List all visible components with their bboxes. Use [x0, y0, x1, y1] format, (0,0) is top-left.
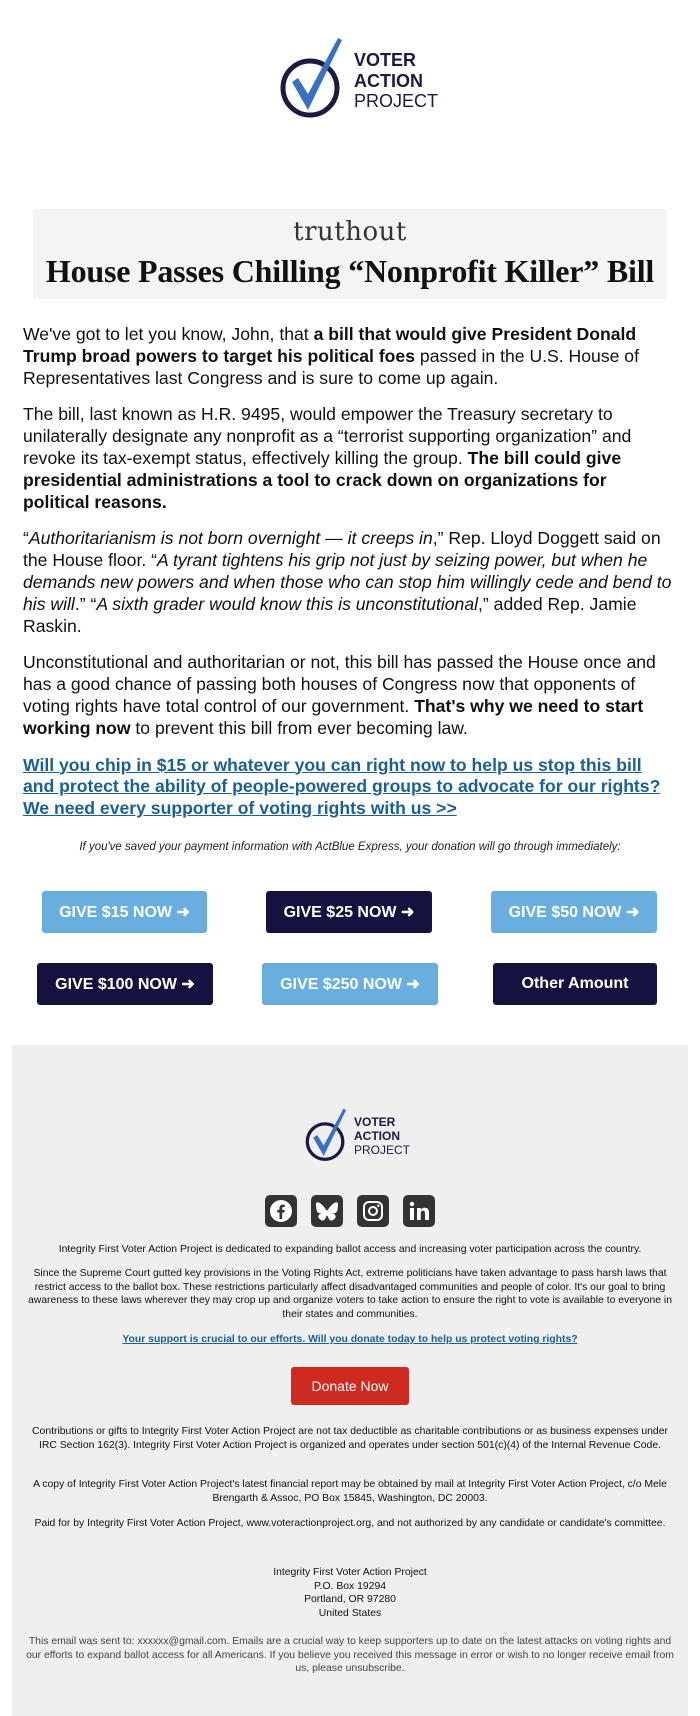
p1-text: We've got to let you know, John, that [23, 324, 314, 344]
p3-attribution-1: ,” Rep. Lloyd Doggett said on the House floor. “ [23, 528, 661, 571]
p3-quote-open: “ [23, 528, 29, 549]
bluesky-icon[interactable] [311, 1195, 343, 1227]
p4-text: Unconstitutional and authoritarian or not, this bill has passed the House once and has a good chance of passing both houses of Congress now that opponents of voting rights have total control of our government. [23, 652, 656, 716]
logo-line-voter: VOTER [354, 49, 417, 70]
footer-logo[interactable] [304, 1107, 410, 1167]
paragraph-1 [23, 324, 675, 389]
p4-bold: That's why we need to start working now [23, 695, 644, 738]
p1-text-end: passed in the U.S. House of Representatives last Congress and is sure to come up again. [23, 345, 639, 388]
tax-disclaimer: Contributions or gifts to Integrity First Voter Action Project are not tax deductible as charitable contributions or as business expenses under IRC Section 162(3). Integrity First Voter Action Project is organized and operates under section 501(c)(4) of the Internal Revenue Code. [32, 1426, 668, 1451]
p2-text: The bill, last known as H.R. 9495, would empower the Treasury secretary to unilaterally designate any nonprofit as a “terrorist supporting organization” and revoke its tax-exempt status, effectively killing the group. [23, 404, 632, 468]
header [0, 0, 700, 180]
p1-bold: a bill that would give President Donald Trump broad powers to target his political foes [23, 324, 637, 366]
give-15-button[interactable]: GIVE $15 NOW ➜ [42, 891, 207, 933]
p3-quote-1: Authoritarianism is not born overnight — it creeps in [28, 528, 433, 549]
mailing-address [22, 1566, 678, 1620]
p4-text-end: to prevent this bill from ever becoming law. [130, 717, 468, 738]
voter-action-project-logo[interactable] [278, 36, 438, 126]
give-50-button[interactable]: GIVE $50 NOW ➜ [491, 891, 657, 933]
address-line: Integrity First Voter Action Project [273, 1567, 427, 1578]
email-body [23, 324, 675, 840]
paragraph-4 [23, 652, 675, 739]
checkmark-logo-icon [278, 36, 348, 126]
facebook-icon[interactable] [265, 1195, 297, 1227]
logo-line-project: PROJECT [354, 91, 439, 112]
other-amount-button[interactable]: Other Amount [493, 963, 657, 1005]
p2-bold: The bill could give presidential administrations a tool to crack down on organizations for political reasons. [23, 447, 622, 512]
linkedin-icon[interactable] [403, 1195, 435, 1227]
paragraph-2 [23, 404, 675, 513]
email-sent-notice: This email was sent to: xxxxxx@gmail.com. Emails are a crucial way to keep supporters up to date on the latest attacks on voting rights and our efforts to expand ballot access for all Americans. If you believe you received this message in error or wish to no longer receive email from us, please unsubscribe. [26, 1636, 674, 1674]
p3-attribution-2: ,” added Rep. Jamie Raskin. [23, 593, 637, 636]
mission-statement: Integrity First Voter Action Project is dedicated to expanding ballot access and increasing voter participation across the country. [58, 1244, 642, 1255]
voting-rights-statement: Since the Supreme Court gutted key provisions in the Voting Rights Act, extreme politicians have taken advantage to pass harsh laws that restrict access to the ballot box. These restrictions particularly affect disadvantaged communities and people of color. It's our goal to bring awareness to these laws wherever they may crop up and organize voters to take action to ensure the right to vote is available to everyone in their states and communities. [27, 1268, 672, 1320]
logo-line-action: ACTION [354, 70, 423, 91]
logo-wordmark [354, 50, 438, 112]
donate-cta-link[interactable]: Will you chip in $15 or whatever you can right now to help us stop this bill and protect the ability of people-powered groups to advocate for our rights? We need every supporter of voting rights with us >> [23, 754, 661, 819]
footer-logo-line-action: ACTION [354, 1129, 400, 1144]
article-banner[interactable] [33, 209, 667, 299]
banner-headline: House Passes Chilling “Nonprofit Killer” Bill [45, 253, 655, 289]
truthout-brand: truthout [293, 217, 407, 247]
p3-quote-3: A sixth grader would know this is unconstitutional [96, 593, 479, 614]
p3-quote-2: A tyrant tightens his grip not just by seizing power, but when he demands new powers and when those who can stop him willingly cede and bend to his will [23, 550, 672, 614]
p3-quote-sep: .” “ [74, 593, 97, 614]
footer-checkmark-logo-icon [304, 1107, 350, 1167]
instagram-icon[interactable] [357, 1195, 389, 1227]
footer-logo-line-voter: VOTER [354, 1115, 396, 1130]
social-links [265, 1195, 435, 1227]
paid-for-disclaimer: Paid for by Integrity First Voter Action Project, www.voteractionproject.org, and not authorized by any candidate or candidate's committee. [34, 1518, 666, 1529]
support-donate-link[interactable]: Your support is crucial to our efforts. Will you donate today to help us protect voting rights? [122, 1334, 578, 1345]
footer [12, 1045, 688, 1716]
address-line: Portland, OR 97280 [304, 1594, 396, 1605]
paragraph-3 [23, 528, 675, 637]
give-100-button[interactable]: GIVE $100 NOW ➜ [37, 963, 213, 1005]
footer-logo-wordmark [354, 1116, 410, 1157]
support-link-wrap [22, 1333, 678, 1347]
give-250-button[interactable]: GIVE $250 NOW ➜ [262, 963, 438, 1005]
financial-report-notice: A copy of Integrity First Voter Action Project's latest financial report may be obtained by mail at Integrity First Voter Action Project, c/o Mele Brengarth & Assoc, PO Box 15845, Washington, DC 20003. [33, 1479, 667, 1504]
address-line: P.O. Box 19294 [313, 1580, 387, 1592]
address-line: United States [318, 1607, 382, 1619]
footer-logo-line-project: PROJECT [354, 1142, 411, 1157]
donate-now-button[interactable]: Donate Now [291, 1367, 409, 1405]
give-25-button[interactable]: GIVE $25 NOW ➜ [266, 891, 432, 933]
actblue-express-note: If you've saved your payment information with ActBlue Express, your donation will go through immediately: [79, 841, 621, 853]
